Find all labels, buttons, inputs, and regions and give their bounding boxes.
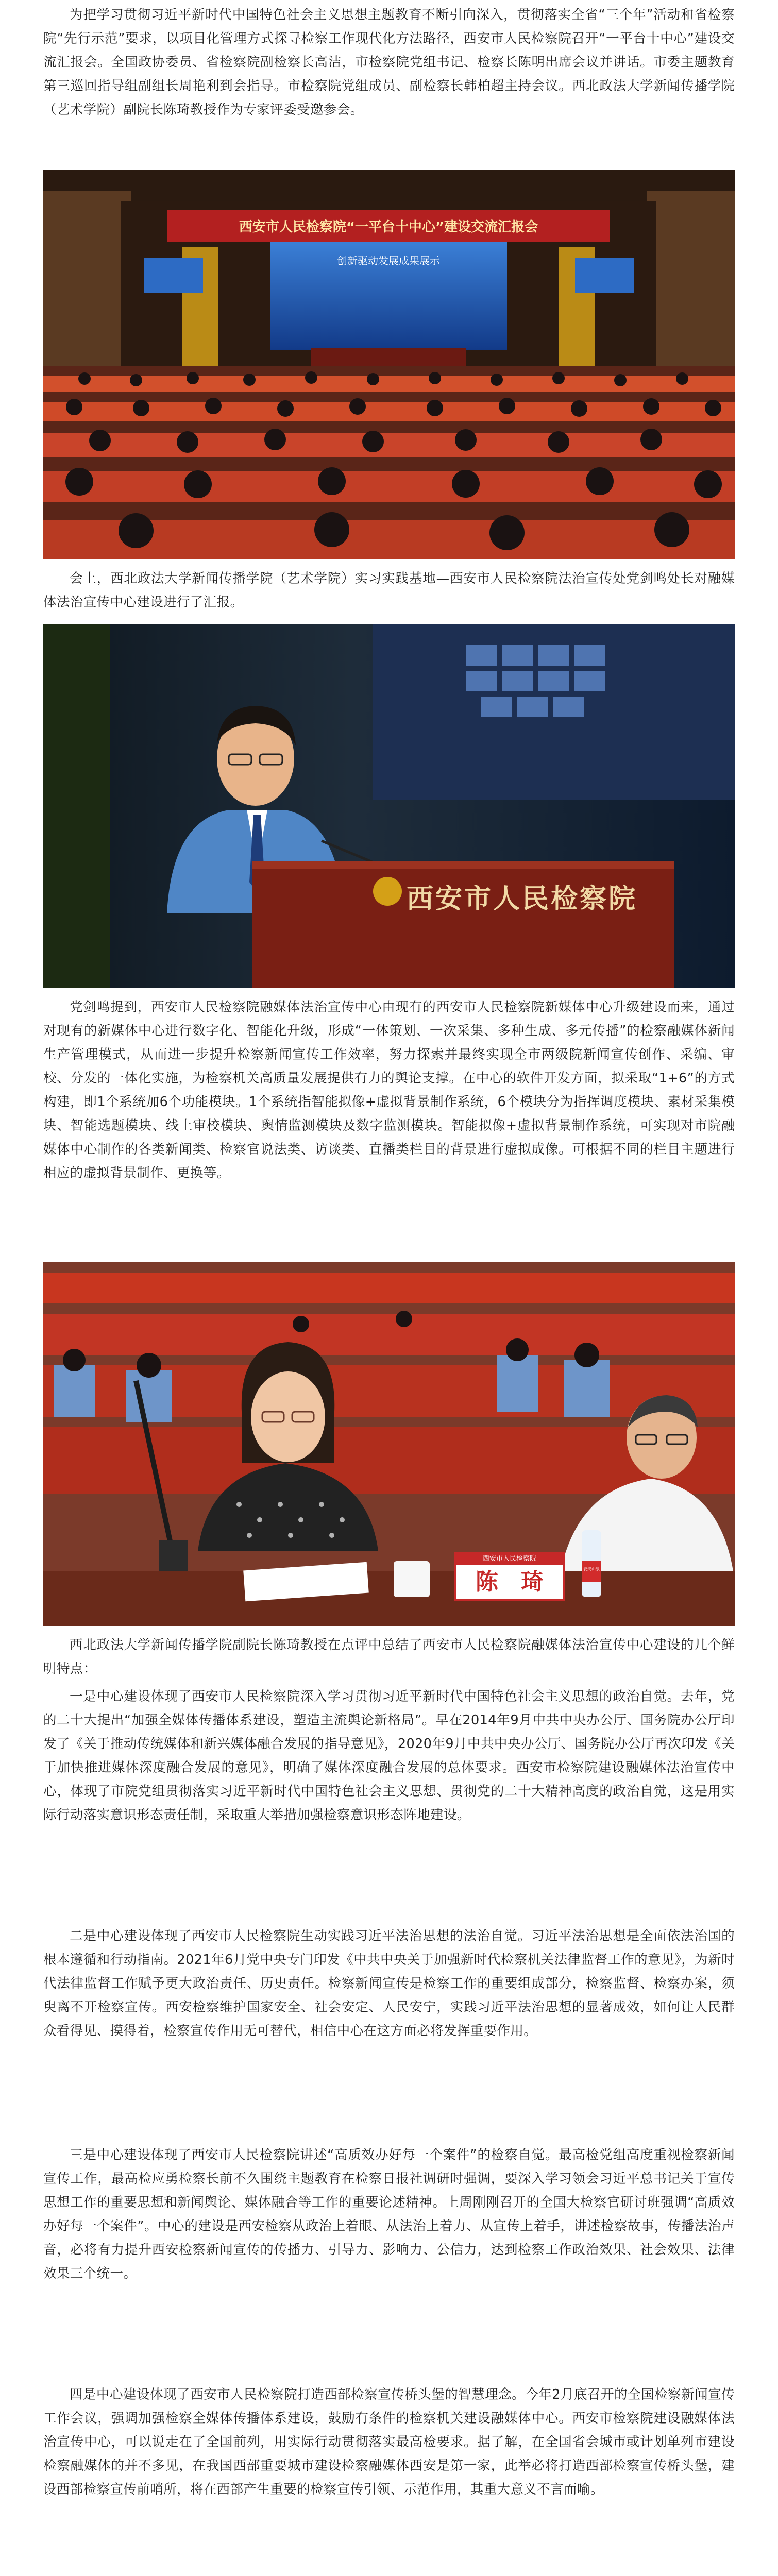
paragraph-center-details: 党剑鸣提到，西安市人民检察院融媒体法治宣传中心由现有的西安市人民检察院新媒体中心升级建设而来，通过对现有的新媒体中心进行数字化、智能化升级，形成“一体策划、一次采集、多种生成、多元传播”的检察融媒体新闻生产管理模式，从而进一步提升检察新闻宣传工作效率，努力探索并最终实现全市两级院新闻宣传创作、采编、审校、分发的一体化实施，为检察机关高质量发展提供有力的舆论支撑。在中心的软件开发方面，拟采取“1+6”的方式构建，即1个系统加6个功能模块。1个系统指智能拟像+虚拟背景制作系统，6个模块分为指挥调度模块、素材采集模块、智能选题模块、线上审校模块、舆情监测模块及数字监测模块。智能拟像+虚拟背景制作系统，可实现对市院融媒体中心制作的各类新闻类、检察官说法类、访谈类、直播类栏目的背景进行虚拟成像。可根据不同的栏目主题进行相应的虚拟背景制作、更换等。 [43,999,735,1181]
bottle-label: 农夫山泉 [583,1567,600,1571]
podium-text: 西安市人民检察院 [407,884,638,914]
banner-text: 西安市人民检察院“一平台十中心”建设交流汇报会 [239,219,538,235]
paragraph-point-two: 二是中心建设体现了西安市人民检察院生动实践习近平法治思想的法治自觉。习近平法治思想是全面依法治国的根本遵循和行动指南。2021年6月党中央专门印发《中共中央关于加强新时代检察机关法律监督工作的意见》，为新时代法律监督工作赋予更大政治责任、历史责任。检察新闻宣传是检察工作的重要组成部分，检察监督、检察办案，须臾离不开检察宣传。西安检察维护国家安全、社会安定、人民安宁，实践习近平法治思想的显著成效，如何让人民群众看得见、摸得着，检察宣传作用无可替代，相信中心在这方面必将发挥重要作用。 [43,1928,735,2039]
emblem-icon [373,877,402,906]
screen-title: 创新驱动发展成果展示 [337,255,440,267]
paragraph-review-summary: 西北政法大学新闻传播学院副院长陈琦教授在点评中总结了西安市人民检察院融媒体法治宣传中心建设的几个鲜明特点： [43,1637,735,1676]
paragraph-report: 会上，西北政法大学新闻传播学院（艺术学院）实习实践基地—西安市人民检察院法治宣传处党剑鸣处长对融媒体法治宣传中心建设进行了汇报。 [43,571,735,610]
speaker-podium-image [43,624,735,988]
photo-conference-hall [43,170,735,559]
nameplate-name: 陈 琦 [476,1569,544,1595]
paragraph-intro: 为把学习贯彻习近平新时代中国特色社会主义思想主题教育不断引向深入，贯彻落实全省“三个年”活动和省检察院“先行示范”要求，以项目化管理方式探寻检察工作现代化方法路径，西安市人民检察院召开“一平台十中心”建设交流汇报会。全国政协委员、省检察院副检察长高洁，市检察院党组书记、检察长陈明出席会议并讲话。市委主题教育第三巡回指导组副组长周艳利到会指导。市检察院党组成员、副检察长韩柏超主持会议。西北政法大学新闻传播学院（艺术学院）副院长陈琦教授作为专家评委受邀参会。 [43,7,735,117]
paragraph-point-three: 三是中心建设体现了西安市人民检察院讲述“高质效办好每一个案件”的检察自觉。最高检党组高度重视检察新闻宣传工作，最高检应勇检察长前不久围绕主题教育在检察日报社调研时强调，要深入学习领会习近平总书记关于宣传思想工作的重要思想和新闻舆论、媒体融合等工作的重要论述精神。上周刚刚召开的全国大检察官研讨班强调“高质效办好每一个案件”。中心的建设是西安检察从政治上着眼、从法治上着力、从宣传上着手，讲述检察故事，传播法治声音，必将有力提升西安检察新闻宣传的传播力、引导力、影响力、公信力，达到检察工作政治效果、社会效果、法律效果三个统一。 [43,2147,735,2281]
desk [43,1571,735,1626]
professor-review-image [43,1262,735,1626]
nameplate-header: 西安市人民检察院 [482,1555,536,1563]
photo-speaker-podium [43,624,735,988]
paragraph-point-four: 四是中心建设体现了西安市人民检察院打造西部检察宣传桥头堡的智慧理念。今年2月底召开的全国检察新闻宣传工作会议，强调加强检察全媒体传播体系建设，鼓励有条件的检察机关建设融媒体中心。西安市检察院建设融媒体法治宣传中心，可以说走在了全国前列，用实际行动贯彻落实最高检要求。据了解，在全国省会城市或计划单列市建设检察融媒体的并不多见，在我国西部重要城市建设检察融媒体西安是第一家，此举必将打造西部检察宣传桥头堡，建设西部检察宣传前哨所，将在西部产生重要的检察宣传引领、示范作用，其重大意义不言而喻。 [43,2387,735,2497]
photo-professor-review [43,1262,735,1626]
paragraph-point-one: 一是中心建设体现了西安市人民检察院深入学习贯彻习近平新时代中国特色社会主义思想的政治自觉。去年，党的二十大提出“加强全媒体传播体系建设，塑造主流舆论新格局”。早在2014年9月中共中央办公厅、国务院办公厅印发了《关于推动传统媒体和新兴媒体融合发展的指导意见》，2020年9月中共中央办公厅、国务院办公厅再次印发《关于加快推进媒体深度融合发展的意见》，明确了媒体深度融合发展的总体要求。西安市检察院建设融媒体法治宣传中心，体现了市院党组贯彻落实习近平新时代中国特色社会主义思想、贯彻党的二十大精神高度的政治自觉，这是用实际行动落实意识形态责任制，采取重大举措加强检察意识形态阵地建设。 [43,1689,735,1823]
teacup [394,1561,430,1597]
